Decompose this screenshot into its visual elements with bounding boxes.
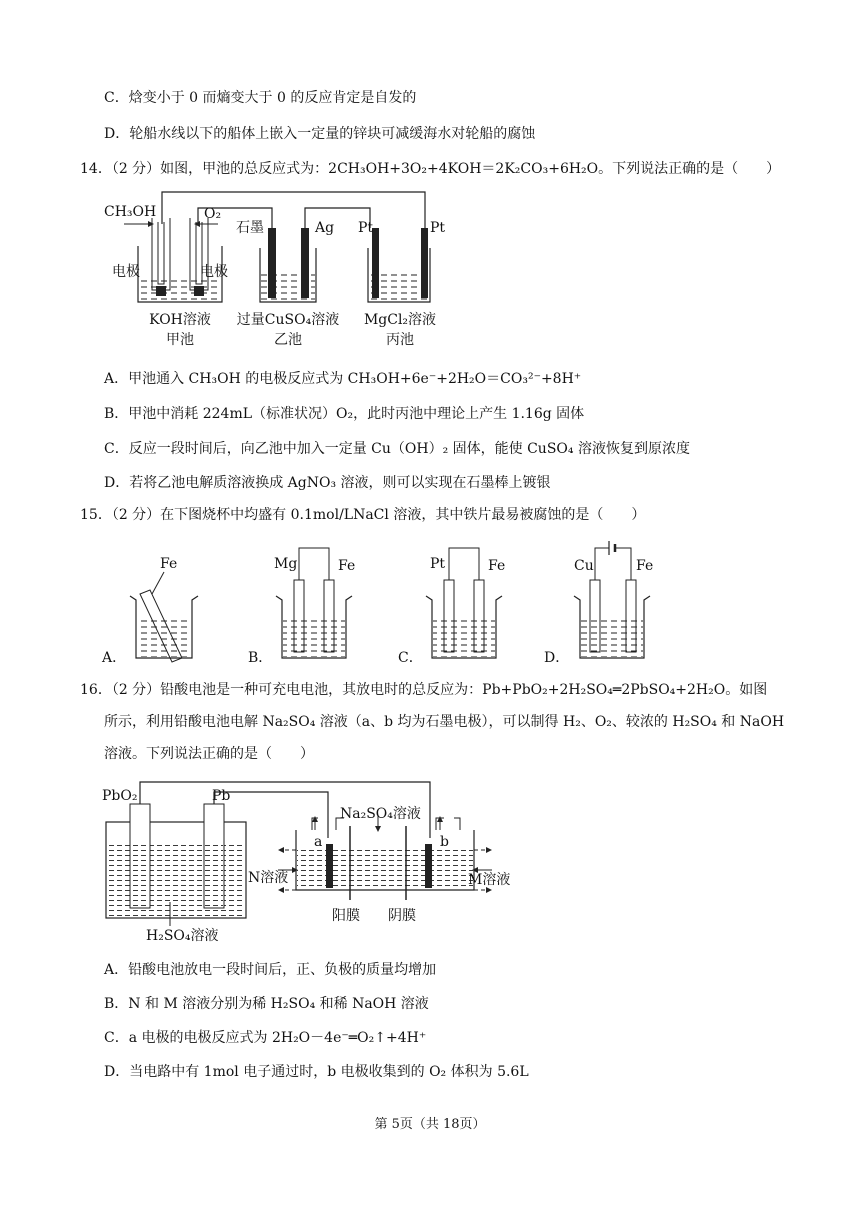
beaker-jia: [138, 218, 222, 302]
q15-beaker-a: [130, 590, 198, 662]
pb-label: Pb: [212, 788, 231, 804]
yi-name-label: 乙池: [274, 332, 302, 348]
q15-a-fe: Fe: [160, 556, 178, 572]
q15-c-letter: C．: [398, 650, 423, 666]
o2-label: O₂: [204, 206, 222, 222]
ch3oh-label: CH₃OH: [104, 204, 157, 220]
electrode-right-label: 电极: [200, 264, 228, 280]
q15-b-fe: Fe: [338, 558, 356, 574]
q16-stem-line3: 溶液。下列说法正确的是（ ）: [104, 746, 314, 762]
q16-option-a: A．铅酸电池放电一段时间后，正、负极的质量均增加: [104, 962, 437, 978]
electrolysis-cell: [278, 816, 492, 900]
n-solution-label: N溶液: [248, 870, 289, 886]
q14-figure: [100, 188, 460, 366]
pbo2-label: PbO₂: [102, 788, 138, 804]
pt1-label: Pt: [358, 220, 374, 236]
q16-option-b: B．N 和 M 溶液分别为稀 H₂SO₄ 和稀 NaOH 溶液: [104, 996, 429, 1012]
anode-membrane-label: 阳膜: [332, 908, 360, 924]
ag-label: Ag: [315, 220, 335, 236]
q15-figure: [100, 540, 680, 670]
q15-b-metal: Mg: [274, 556, 298, 572]
graphite-label: 石墨: [236, 220, 264, 236]
q16-option-c: C．a 电极的电极反应式为 2H₂O－4e⁻═O₂↑+4H⁺: [104, 1030, 427, 1046]
m-solution-label: M溶液: [468, 872, 511, 888]
h2so4-label: H₂SO₄溶液: [146, 928, 219, 944]
na2so4-label: Na₂SO₄溶液: [340, 806, 421, 822]
q13-option-c: C．焓变小于 0 而熵变大于 0 的反应肯定是自发的: [104, 90, 417, 106]
q14-option-c: C．反应一段时间后，向乙池中加入一定量 Cu（OH）₂ 固体，能使 CuSO₄ 溶液恢复到原浓度: [104, 441, 690, 457]
q16-stem-line2: 所示，利用铅酸电池电解 Na₂SO₄ 溶液（a、b 均为石墨电极），可以制得 H₂、O₂、较浓的 H₂SO₄ 和 NaOH: [104, 714, 785, 730]
cathode-membrane-label: 阴膜: [388, 908, 416, 924]
q15-d-fe: Fe: [636, 558, 654, 574]
electrode-left-label: 电极: [112, 264, 140, 280]
beaker-bing: [368, 228, 430, 302]
jia-name-label: 甲池: [166, 332, 194, 348]
q13-option-d: D．轮船水线以下的船体上嵌入一定量的锌块可减缓海水对轮船的腐蚀: [104, 126, 536, 142]
bing-name-label: 丙池: [386, 332, 414, 348]
q14-option-b: B．甲池中消耗 224mL（标准状况）O₂，此时丙池中理论上产生 1.16g 固体: [104, 406, 585, 422]
beaker-yi: [260, 228, 316, 302]
q16-figure: [100, 778, 530, 956]
q14-stem: 14．（2 分）如图，甲池的总反应式为：2CH₃OH+3O₂+4KOH＝2K₂CO₃+6H₂O。下列说法正确的是（ ）: [80, 161, 781, 177]
q14-option-d: D．若将乙池电解质溶液换成 AgNO₃ 溶液，则可以实现在石墨棒上镀银: [104, 475, 551, 491]
jia-solution-label: KOH溶液: [149, 312, 211, 328]
electrode-a-label: a: [314, 834, 323, 850]
q16-option-d: D．当电路中有 1mol 电子通过时，b 电极收集到的 O₂ 体积为 5.6L: [104, 1064, 529, 1080]
electrode-b-label: b: [440, 834, 449, 850]
yi-solution-label: 过量CuSO₄溶液: [236, 312, 340, 328]
lead-acid-battery: [106, 804, 246, 918]
pt2-label: Pt: [430, 220, 446, 236]
q15-d-metal: Cu: [574, 558, 594, 574]
q15-d-letter: D．: [544, 650, 570, 666]
q16-stem-line1: 16．（2 分）铅酸电池是一种可充电电池，其放电时的总反应为：Pb+PbO₂+2H₂SO₄═2PbSO₄+2H₂O。如图: [80, 682, 768, 698]
q15-a-letter: A．: [102, 650, 127, 666]
q15-stem: 15．（2 分）在下图烧杯中均盛有 0.1mol/LNaCl 溶液，其中铁片最易被腐蚀的是（ ）: [80, 507, 646, 523]
page-footer: 第 5页（共 18页）: [374, 1117, 486, 1132]
q15-c-fe: Fe: [488, 558, 506, 574]
q15-c-metal: Pt: [430, 556, 446, 572]
q15-b-letter: B．: [248, 650, 273, 666]
bing-solution-label: MgCl₂溶液: [363, 312, 437, 328]
q14-option-a: A．甲池通入 CH₃OH 的电极反应式为 CH₃OH+6e⁻+2H₂O＝CO₃²⁻+8H⁺: [104, 371, 582, 387]
